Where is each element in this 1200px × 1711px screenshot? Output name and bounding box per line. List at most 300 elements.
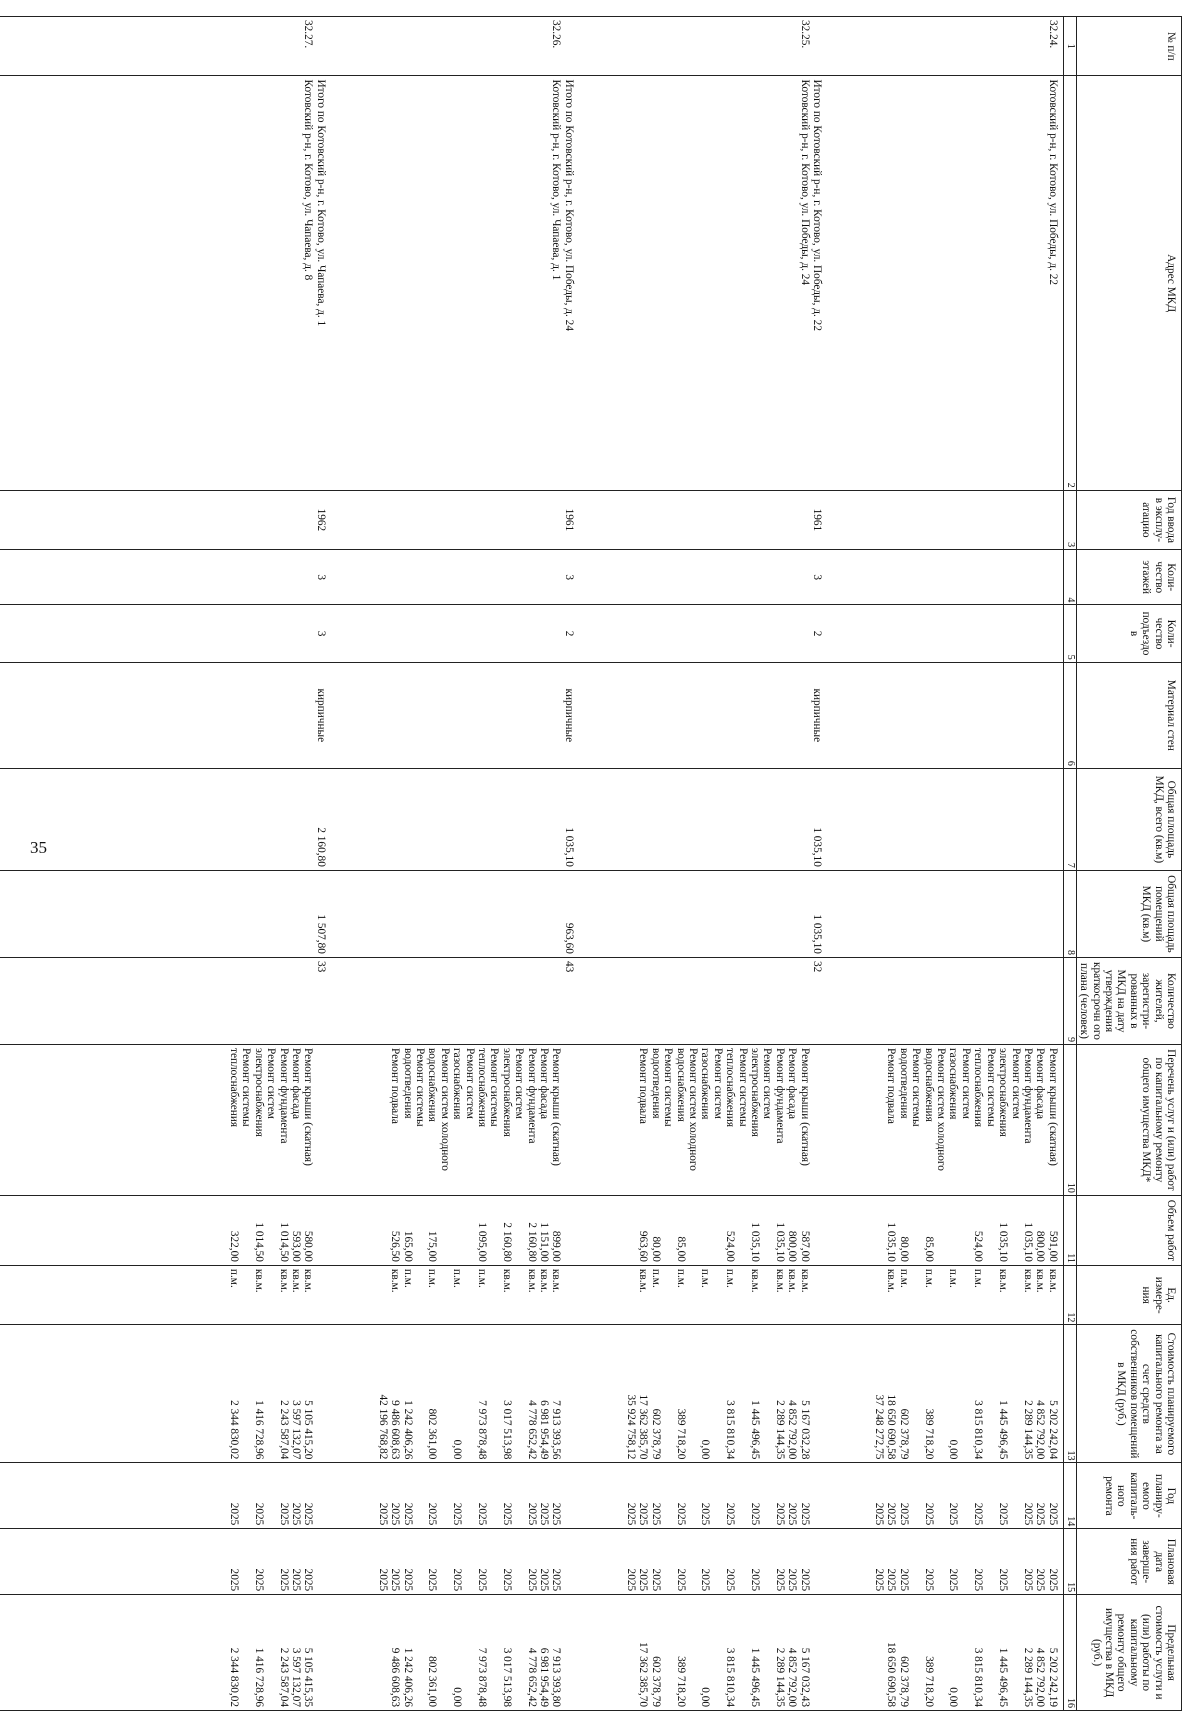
table-cell: 2 289 144,35: [1021, 1400, 1034, 1460]
table-cell: [364, 1598, 376, 1707]
table-cell: Ремонт систем холодного: [935, 1048, 948, 1171]
table-cell: [500, 961, 512, 1041]
table-cell: 2: [811, 630, 824, 637]
table-cell: [401, 494, 413, 546]
table-cell: 2025: [1046, 1568, 1059, 1592]
column-cells: [0, 1045, 1063, 1196]
table-cell: [451, 608, 463, 658]
table-cell: [860, 553, 872, 601]
table-cell: Ремонт систем: [265, 1048, 278, 1119]
table-cell: [749, 772, 761, 867]
table-cell: [587, 1199, 599, 1262]
table-cell: 1 035,10: [811, 914, 824, 954]
table-cell: 899,00: [550, 1230, 563, 1262]
table-cell: [786, 79, 798, 486]
table-cell: [935, 79, 947, 486]
table-cell: [190, 874, 202, 954]
table-cell: [476, 961, 488, 1041]
table-cell: [240, 874, 252, 954]
table-cell: [414, 1466, 426, 1525]
table-cell: [1046, 961, 1058, 1041]
table-cell: [897, 79, 909, 486]
table-cell: [277, 874, 289, 954]
table-cell: [612, 1598, 624, 1707]
table-cell: кв.м.: [538, 1268, 551, 1293]
table-cell: [972, 553, 984, 601]
table-cell: [600, 494, 612, 546]
table-cell: водоснабжения: [922, 1048, 935, 1122]
table-cell: [364, 1269, 376, 1321]
table-cell: [984, 79, 996, 486]
table-cell: [587, 1532, 599, 1591]
table-cell: 2025: [873, 1568, 886, 1592]
table-cell: [252, 79, 264, 486]
table-cell: [997, 494, 1009, 546]
table-cell: [699, 772, 711, 867]
table-cell: [277, 20, 289, 72]
table-cell: [215, 961, 227, 1041]
table-cell: [625, 79, 637, 486]
table-cell: [550, 494, 562, 546]
table-cell: [513, 666, 525, 765]
table-cell: [736, 772, 748, 867]
table-cell: [699, 874, 711, 954]
table-cell: 1 242 406,26: [401, 1647, 414, 1707]
table-cell: п.м.: [972, 1268, 985, 1288]
table-cell: [984, 961, 996, 1041]
table-cell: [401, 666, 413, 765]
table-cell: 33: [314, 960, 327, 973]
table-cell: [960, 1328, 972, 1459]
table-cell: [786, 874, 798, 954]
table-cell: Ремонт крыши (скатная): [302, 1048, 315, 1166]
table-cell: [612, 1466, 624, 1525]
table-cell: [190, 608, 202, 658]
table-cell: [922, 20, 934, 72]
table-cell: [600, 772, 612, 867]
table-cell: [935, 553, 947, 601]
table-cell: [848, 1532, 860, 1591]
table-cell: [798, 553, 810, 601]
table-cell: 2025: [798, 1568, 811, 1592]
table-cell: [922, 494, 934, 546]
table-cell: [352, 874, 364, 954]
table-cell: [873, 874, 885, 954]
table-cell: [910, 79, 922, 486]
table-cell: кв.м.: [997, 1268, 1010, 1293]
table-cell: [389, 79, 401, 486]
table-cell: [203, 666, 215, 765]
table-cell: [290, 772, 302, 867]
table-cell: [873, 79, 885, 486]
table-cell: [513, 874, 525, 954]
table-cell: 1 035,10: [885, 1222, 898, 1262]
table-cell: [662, 1532, 674, 1591]
table-cell: 1 095,00: [476, 1222, 489, 1262]
table-cell: п.м.: [426, 1268, 439, 1288]
table-cell: [463, 666, 475, 765]
table-cell: [463, 1269, 475, 1321]
table-cell: [922, 79, 934, 486]
table-cell: [290, 608, 302, 658]
table-cell: [438, 1199, 450, 1262]
table-cell: 2025: [401, 1568, 414, 1592]
table-cell: [438, 666, 450, 765]
table-cell: 389 718,20: [922, 1656, 935, 1707]
table-cell: [463, 874, 475, 954]
table-cell: [848, 553, 860, 601]
table-cell: [476, 79, 488, 486]
table-cell: [960, 874, 972, 954]
table-cell: [649, 608, 661, 658]
table-cell: [600, 666, 612, 765]
table-cell: 2025: [674, 1568, 687, 1592]
table-cell: [860, 1598, 872, 1707]
table-cell: [736, 1269, 748, 1321]
table-cell: [885, 666, 897, 765]
table-cell: [662, 608, 674, 658]
table-cell: 4 778 652,42: [525, 1400, 538, 1460]
table-cell: [488, 494, 500, 546]
table-cell: [724, 961, 736, 1041]
table-cell: [538, 20, 550, 72]
table-cell: 1 445 496,45: [749, 1647, 761, 1707]
table-cell: 2 243 587,04: [277, 1400, 290, 1460]
table-cell: [426, 666, 438, 765]
table-cell: [910, 961, 922, 1041]
table-cell: [612, 961, 624, 1041]
table-cell: 2025: [302, 1502, 315, 1526]
table-cell: [1034, 608, 1046, 658]
table-cell: [352, 1199, 364, 1262]
table-cell: [860, 874, 872, 954]
table-cell: 85,00: [674, 1236, 687, 1262]
table-cell: [935, 1598, 947, 1707]
table-cell: 963,60: [562, 922, 575, 954]
table-cell: [649, 874, 661, 954]
table-cell: [873, 553, 885, 601]
table-cell: [376, 608, 388, 658]
table-cell: водоснабжения: [674, 1048, 687, 1122]
table-cell: [835, 1328, 847, 1459]
table-cell: [1009, 1466, 1021, 1525]
table-cell: [1009, 1269, 1021, 1321]
table-cell: [451, 494, 463, 546]
table-cell: [687, 961, 699, 1041]
table-cell: Ремонт систем холодного: [438, 1048, 451, 1171]
table-cell: [538, 553, 550, 601]
table-cell: Ремонт крыши (скатная): [550, 1048, 563, 1166]
table-cell: 1961: [562, 508, 575, 532]
table-cell: [339, 79, 351, 486]
table-cell: 2025: [277, 1502, 290, 1526]
table-cell: [625, 1269, 637, 1321]
table-cell: [575, 961, 587, 1041]
table-cell: [376, 666, 388, 765]
table-cell: [215, 608, 227, 658]
table-cell: [687, 772, 699, 867]
table-cell: [265, 961, 277, 1041]
table-cell: [860, 79, 872, 486]
table-cell: [662, 553, 674, 601]
table-cell: [575, 79, 587, 486]
column-cells: [0, 1195, 1063, 1265]
table-cell: [910, 1269, 922, 1321]
table-cell: кв.м.: [252, 1268, 265, 1293]
table-cell: [426, 79, 438, 486]
table-cell: 2025: [885, 1502, 898, 1526]
table-cell: [401, 553, 413, 601]
table-cell: 42 196 768,82: [376, 1394, 389, 1460]
table-cell: кв.м.: [550, 1268, 563, 1293]
table-cell: [935, 1532, 947, 1591]
table-cell: [637, 961, 649, 1041]
table-cell: 1961: [811, 508, 824, 532]
table-cell: 2025: [252, 1502, 265, 1526]
table-cell: 2025: [897, 1568, 910, 1592]
table-cell: [674, 79, 686, 486]
table-cell: [401, 772, 413, 867]
table-cell: [563, 1199, 575, 1262]
table-cell: газоснабжения: [699, 1048, 712, 1120]
table-cell: [500, 608, 512, 658]
table-cell: [960, 553, 972, 601]
table-cell: [339, 1199, 351, 1262]
table-cell: [1034, 494, 1046, 546]
table-cell: п.м.: [674, 1268, 687, 1288]
table-cell: [761, 961, 773, 1041]
table-cell: Ремонт фасада: [1034, 1048, 1047, 1120]
table-cell: 2025: [922, 1502, 935, 1526]
column-header: Перечень услуг и (или) работ по капитальному ремонту общего имущества МКД*: [1076, 1045, 1181, 1196]
table-cell: 0,00: [451, 1439, 464, 1460]
table-cell: [1022, 961, 1034, 1041]
table-cell: [587, 1466, 599, 1525]
table-cell: [935, 494, 947, 546]
table-cell: [339, 666, 351, 765]
table-cell: 963,60: [637, 1230, 650, 1262]
table-cell: [835, 666, 847, 765]
table-cell: [513, 1532, 525, 1591]
table-cell: газоснабжения: [451, 1048, 464, 1120]
table-cell: 2 160,80: [314, 827, 327, 867]
table-cell: кирпичные: [811, 688, 824, 743]
table-cell: [190, 494, 202, 546]
table-cell: [724, 20, 736, 72]
table-cell: 524,00: [972, 1230, 985, 1262]
table-cell: [314, 1328, 326, 1459]
table-cell: [711, 772, 723, 867]
table-cell: [438, 1328, 450, 1459]
table-cell: [823, 1199, 835, 1262]
table-cell: [563, 1269, 575, 1321]
table-cell: [290, 553, 302, 601]
table-cell: [488, 1269, 500, 1321]
table-cell: п.м.: [476, 1268, 489, 1288]
table-cell: 322,00: [227, 1230, 240, 1262]
table-cell: 389 718,20: [674, 1656, 687, 1707]
table-cell: 7 973 878,48: [476, 1647, 489, 1707]
table-cell: [277, 961, 289, 1041]
table-cell: 2 289 144,35: [773, 1647, 786, 1707]
table-cell: [376, 1048, 388, 1192]
table-cell: [451, 553, 463, 601]
table-cell: [389, 494, 401, 546]
table-cell: [749, 666, 761, 765]
table-cell: 2025: [500, 1502, 513, 1526]
table-cell: [773, 772, 785, 867]
table-cell: газоснабжения: [947, 1048, 960, 1120]
table-cell: [612, 1048, 624, 1192]
column-header: Общая площадь помещений МКД (кв.м): [1076, 870, 1181, 957]
column-number: 5: [1063, 605, 1076, 662]
table-cell: кв.м.: [1034, 1268, 1047, 1293]
table-cell: [525, 608, 537, 658]
table-cell: [835, 961, 847, 1041]
table-cell: [438, 1466, 450, 1525]
table-cell: Ремонт фундамента: [277, 1048, 290, 1144]
table-cell: 2025: [624, 1568, 637, 1592]
table-cell: [835, 874, 847, 954]
table-cell: [513, 1328, 525, 1459]
table-cell: п.м.: [947, 1268, 960, 1288]
table-cell: [364, 772, 376, 867]
table-cell: [947, 494, 959, 546]
table-cell: 2025: [637, 1502, 650, 1526]
column-number: 8: [1063, 870, 1076, 957]
table-cell: [711, 1598, 723, 1707]
table-cell: [476, 494, 488, 546]
table-cell: [761, 874, 773, 954]
table-cell: [637, 20, 649, 72]
table-cell: [401, 20, 413, 72]
table-cell: Ремонт систем: [463, 1048, 476, 1119]
table-cell: 2025: [289, 1502, 302, 1526]
table-cell: [711, 666, 723, 765]
table-cell: [885, 494, 897, 546]
table-cell: Ремонт систем: [711, 1048, 724, 1119]
table-cell: Ремонт фундамента: [773, 1048, 786, 1144]
table-cell: [1009, 553, 1021, 601]
table-cell: [265, 1466, 277, 1525]
table-cell: [984, 608, 996, 658]
table-cell: кв.м.: [773, 1268, 786, 1293]
table-cell: [835, 79, 847, 486]
table-cell: 35 924 758,12: [624, 1394, 637, 1460]
table-cell: электроснабжения: [997, 1048, 1010, 1137]
table-cell: [1009, 1598, 1021, 1707]
table-cell: [228, 79, 240, 486]
table-cell: 18 650 690,58: [885, 1642, 898, 1707]
table-cell: 602 378,79: [897, 1408, 910, 1460]
table-cell: 526,50: [389, 1230, 402, 1262]
table-cell: [860, 608, 872, 658]
table-cell: [984, 494, 996, 546]
table-cell: [339, 1598, 351, 1707]
table-cell: [563, 1532, 575, 1591]
table-cell: [587, 666, 599, 765]
table-cell: [302, 874, 314, 954]
column-header: Год планиру-емого капиталь-ного ремонта: [1076, 1463, 1181, 1529]
table-cell: [550, 961, 562, 1041]
table-cell: [687, 1269, 699, 1321]
table-cell: 591,00: [1046, 1230, 1059, 1262]
table-cell: 0,00: [699, 1687, 712, 1707]
table-cell: 1 416 728,96: [252, 1647, 265, 1707]
table-cell: [649, 553, 661, 601]
table-cell: 1 445 496,45: [997, 1400, 1010, 1460]
table-cell: [848, 79, 860, 486]
table-cell: [1009, 1199, 1021, 1262]
table-cell: [463, 1532, 475, 1591]
table-cell: [687, 608, 699, 658]
table-cell: [426, 494, 438, 546]
table-cell: [662, 961, 674, 1041]
table-cell: [860, 20, 872, 72]
table-cell: [352, 666, 364, 765]
table-cell: 3 597 132,07: [289, 1647, 302, 1707]
table-cell: 389 718,20: [674, 1408, 687, 1460]
table-cell: [922, 553, 934, 601]
table-cell: 1 035,10: [773, 1222, 786, 1262]
table-cell: Ремонт фасада: [289, 1048, 302, 1120]
table-cell: Котовский р-н, г. Котово, ул. Победы, д. 22: [1046, 79, 1059, 286]
table-cell: [339, 1466, 351, 1525]
table-cell: [798, 494, 810, 546]
table-cell: 602 378,79: [649, 1408, 662, 1460]
table-cell: [290, 79, 302, 486]
table-cell: кв.м.: [885, 1268, 898, 1293]
table-cell: [1022, 20, 1034, 72]
table-cell: 2025: [773, 1568, 786, 1592]
table-cell: [835, 772, 847, 867]
table-cell: [873, 20, 885, 72]
table-cell: 2025: [525, 1568, 538, 1592]
table-cell: 800,00: [786, 1230, 799, 1262]
table-cell: [290, 494, 302, 546]
table-cell: [575, 1269, 587, 1321]
table-cell: [687, 1532, 699, 1591]
table-cell: п.м.: [699, 1268, 712, 1288]
table-cell: Ремонт системы: [910, 1048, 923, 1127]
table-cell: [960, 20, 972, 72]
table-cell: [860, 1269, 872, 1321]
table-cell: электроснабжения: [749, 1048, 761, 1137]
table-cell: [414, 1532, 426, 1591]
table-cell: [240, 20, 252, 72]
table-cell: [476, 553, 488, 601]
table-cell: [228, 20, 240, 72]
table-cell: [662, 79, 674, 486]
table-cell: [463, 961, 475, 1041]
table-cell: 0,00: [451, 1687, 464, 1707]
page-number: 35: [30, 838, 47, 857]
table-cell: [749, 961, 761, 1041]
table-cell: 2025: [1034, 1502, 1047, 1526]
table-cell: [438, 79, 450, 486]
table-cell: [252, 666, 264, 765]
table-cell: кв.м.: [1021, 1268, 1034, 1293]
table-cell: [190, 79, 202, 486]
table-cell: [500, 772, 512, 867]
table-cell: [352, 772, 364, 867]
table-cell: Ремонт системы: [984, 1048, 997, 1127]
table-cell: [885, 553, 897, 601]
table-cell: [376, 494, 388, 546]
table-cell: [786, 494, 798, 546]
capital-repair-table: [0, 16, 1182, 1711]
table-cell: [550, 772, 562, 867]
